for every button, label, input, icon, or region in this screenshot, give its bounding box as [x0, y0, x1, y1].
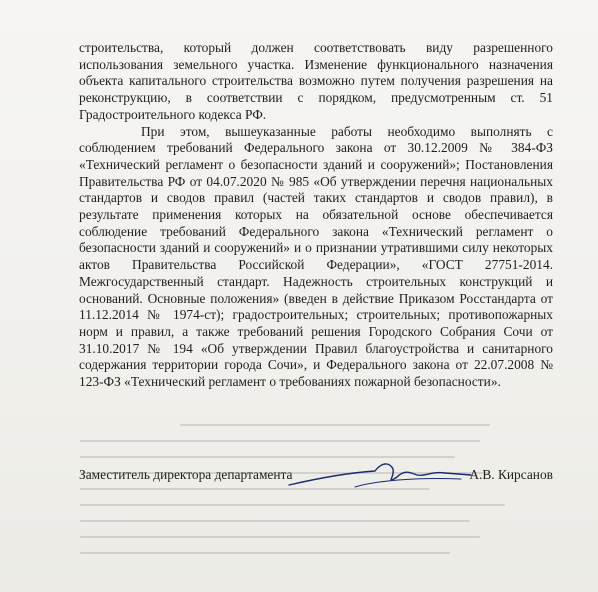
handwritten-signature [285, 455, 475, 495]
paragraph-continuation: строительства, который должен соответствовать виду разрешенного использования земельного участка. Изменение функционального назначения объекта капитального строительства возможно путем получения разрешения на реконструкцию, в соответствии с порядком, предусмотренным ст. 51 Градостроительного кодекса РФ. [79, 40, 553, 122]
signatory-position: Заместитель директора департамента [79, 467, 293, 482]
signatory-name: А.В. Кирсанов [469, 467, 553, 482]
letter-body [79, 40, 553, 391]
bleed-through-text [80, 410, 580, 590]
paragraph-requirements: При этом, вышеуказанные работы необходимо выполнять с соблюдением требований Федерального закона от 30.12.2009 № 384-ФЗ «Технический регламент о безопасности зданий и сооружений»; Постановления Правительства РФ от 04.07.2020 № 985 «Об утверждении перечня национальных стандартов и сводов правил (частей таких стандартов и сводов правил), в результате применения которых на обязательной основе обеспечивается соблюдение требований Федерального закона «Технический регламент о безопасности зданий и сооружений» и о признании утратившими силу некоторых актов Правительства Российской Федерации», «ГОСТ 27751-2014. Межгосударственный стандарт. Надежность строительных конструкций и оснований. Основные положения» (введен в действие Приказом Росстандарта от 11.12.2014 № 1974-ст); градостроительных; строительных; противопожарных норм и правил, а также требований решения Городского Собрания Сочи от 31.10.2017 № 194 «Об утверждении Правил благоустройства и санитарного содержания территории города Сочи», и Федерального закона от 22.07.2008 № 123-ФЗ «Технический регламент о требованиях пожарной безопасности». [79, 123, 553, 390]
